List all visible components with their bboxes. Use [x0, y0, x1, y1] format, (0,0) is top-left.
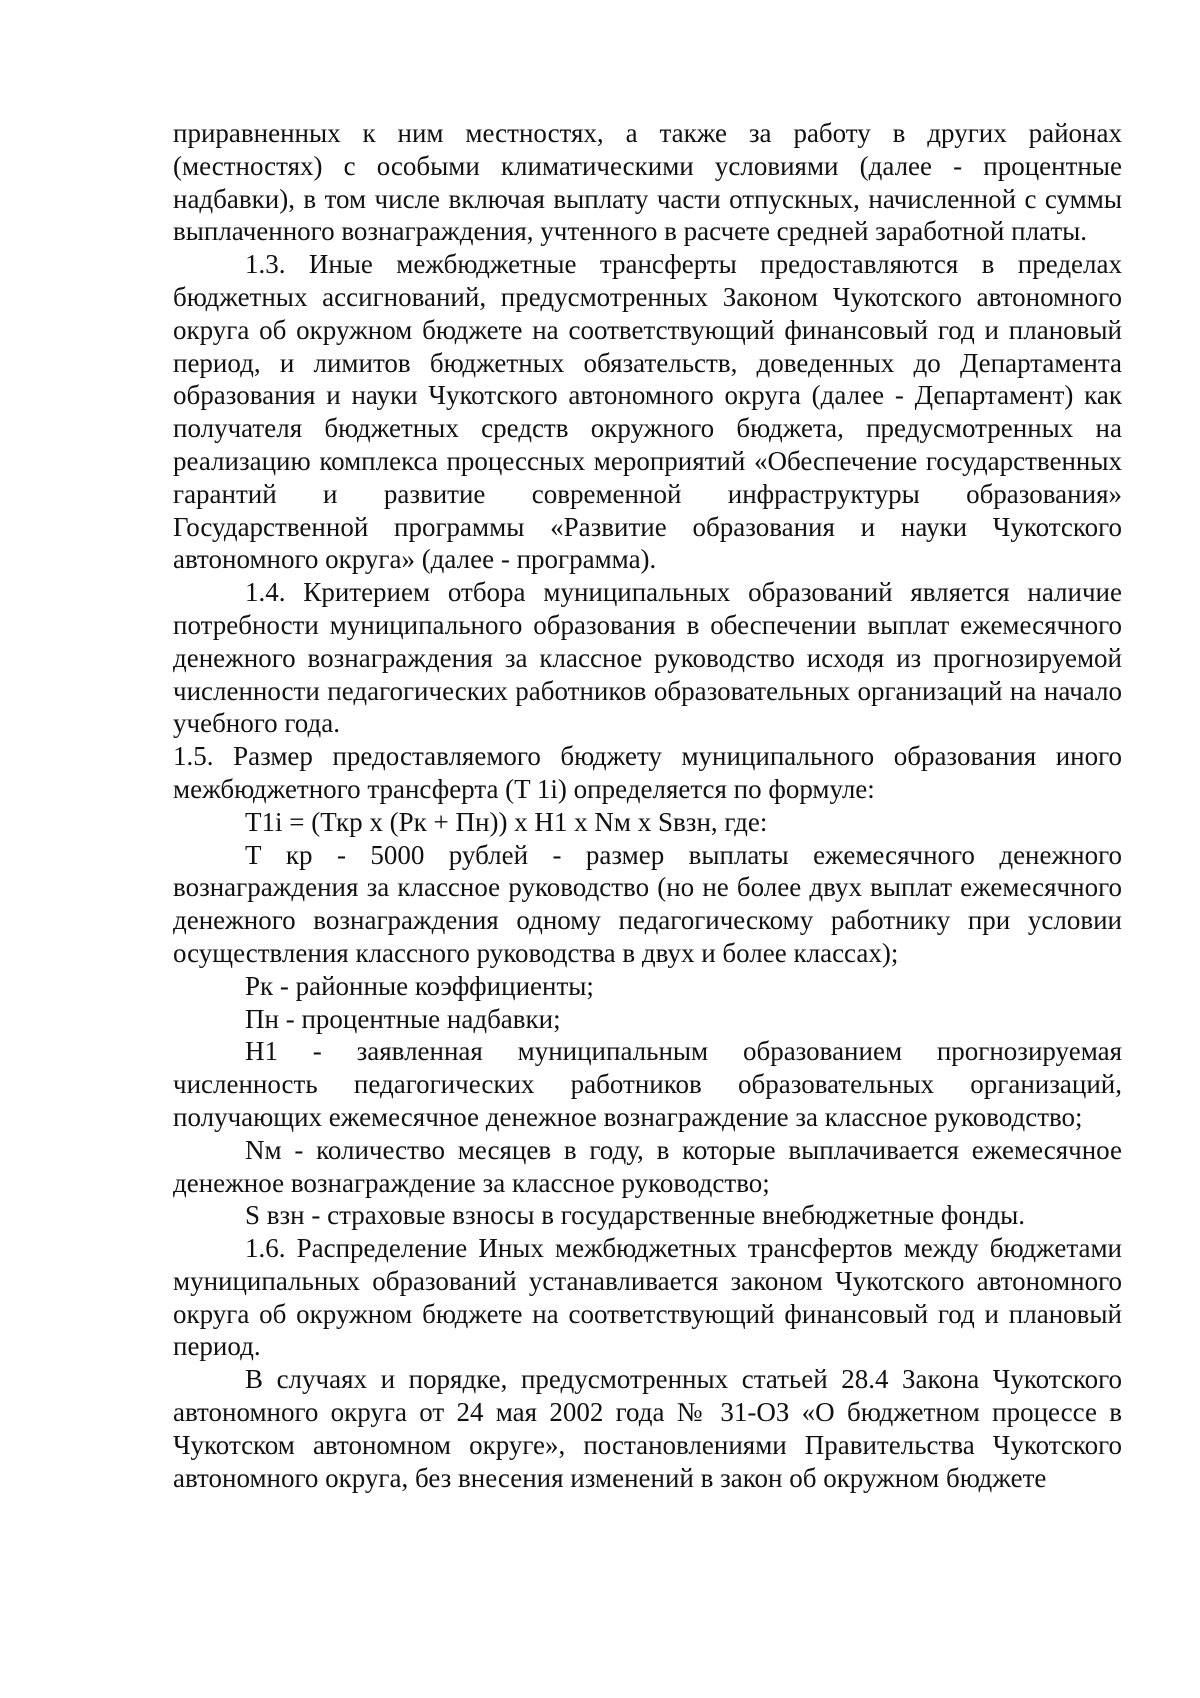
- paragraph-1-5: 1.5. Размер предоставляемого бюджету муниципального образования иного межбюджетного трансферта (T 1i) определяется по формуле:: [173, 741, 1122, 804]
- definition-rk: Рк - районные коэффициенты;: [245, 970, 594, 1001]
- definition-pn: Пн - процентные надбавки;: [245, 1003, 561, 1034]
- paragraph-1-3: 1.3. Иные межбюджетные трансферты предоставляются в пределах бюджетных ассигнований, предусмотренных Законом Чукотского автономного округа об окружном бюджете на соответствующий финансовый год и плановый период, и лимитов бюджетных обязательств, доведенных до Департамента образования и науки Чукотского автономного округа (далее - Департамент) как получателя бюджетных средств окружного бюджета, предусмотренных на реализацию комплекса процессных мероприятий «Обеспечение государственных гарантий и развитие современной инфраструктуры образования» Государственной программы «Развитие образования и науки Чукотского автономного округа» (далее - программа).: [173, 249, 1122, 575]
- definition-tkr: Т кр - 5000 рублей - размер выплаты ежемесячного денежного вознаграждения за классное руководство (но не более двух выплат ежемесячного денежного вознаграждения одному педагогическому работнику при условии осуществления классного руководства в двух и более классах);: [173, 839, 1122, 968]
- definition-nm: Nм - количество месяцев в году, в которые выплачивается ежемесячное денежное вознаграждение за классное руководство;: [173, 1134, 1122, 1198]
- document-page: [173, 117, 1122, 1494]
- paragraph-1-4: 1.4. Критерием отбора муниципальных образований является наличие потребности муниципального образования в обеспечении выплат ежемесячного денежного вознаграждения за классное руководство исходя из прогнозируемой численности педагогических работников образовательных организаций на начало учебного года.: [173, 577, 1122, 739]
- paragraph-continuation: приравненных к ним местностях, а также за работу в других районах (местностях) с особыми климатическими условиями (далее - процентные надбавки), в том числе включая выплату части отпускных, начисленной с суммы выплаченного вознаграждения, учтенного в расчете средней заработной платы.: [173, 118, 1122, 247]
- definition-svzn: S взн - страховые взносы в государственные внебюджетные фонды.: [245, 1200, 1026, 1231]
- formula-line: T1i = (Ткр x (Рк + Пн)) x Н1 x Nм x Sвзн, где:: [245, 806, 768, 837]
- paragraph-1-6: 1.6. Распределение Иных межбюджетных трансфертов между бюджетами муниципальных образований устанавливается законом Чукотского автономного округа об окружном бюджете на соответствующий финансовый год и плановый период.: [173, 1233, 1122, 1362]
- paragraph-cases: В случаях и порядке, предусмотренных статьей 28.4 Закона Чукотского автономного округа от 24 мая 2002 года № 31-ОЗ «О бюджетном процессе в Чукотском автономном округе», постановлениями Правительства Чукотского автономного округа, без внесения изменений в закон об окружном бюджете: [173, 1364, 1122, 1493]
- definition-h1: Н1 - заявленная муниципальным образованием прогнозируемая численность педагогических работников образовательных организаций, получающих ежемесячное денежное вознаграждение за классное руководство;: [173, 1036, 1122, 1132]
